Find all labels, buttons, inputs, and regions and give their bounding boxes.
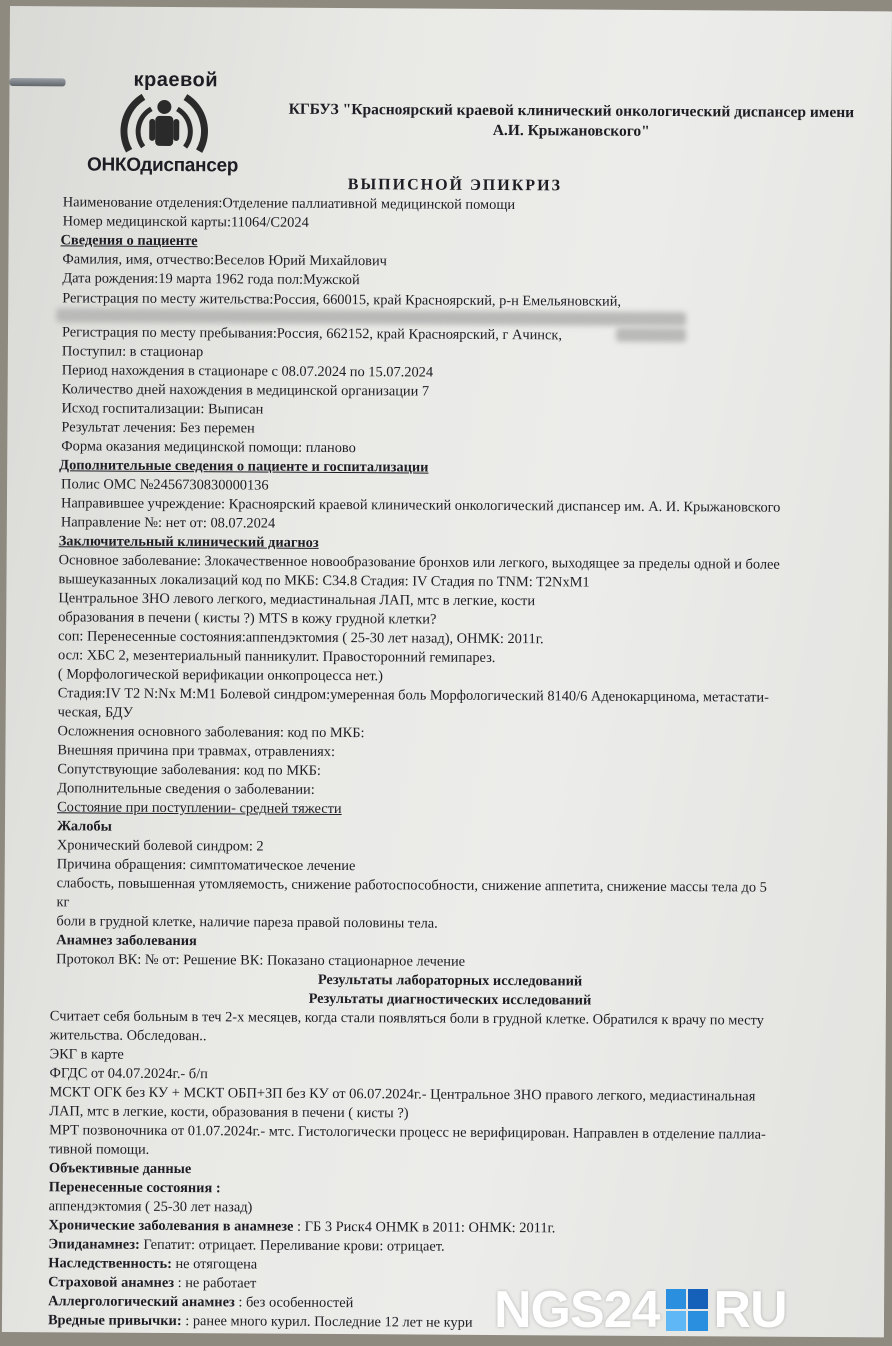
outcome-line: Исход госпитализации: Выписан: [61, 400, 264, 418]
document-title: ВЫПИСНОЙ ЭПИКРИЗ: [347, 176, 563, 195]
mri-line-2: тивной помощи.: [48, 1141, 150, 1158]
diagnosis-heading: Заключительный клинический диагноз: [58, 533, 319, 551]
complications-line: осл: ХБС 2, мезентериальный панникулит. Правосторонний гемипарез.: [57, 647, 496, 666]
logo-top-text: краевой: [133, 68, 219, 92]
symptoms-line-3: боли в грудной клетке, наличие пареза правой половины тела.: [56, 913, 438, 932]
objective-data-heading: Объективные данные: [48, 1160, 192, 1178]
referring-institution-line: Направившее учреждение: Красноярский краевой клинический онкологический диспансер им. А. И. Крыжановского: [60, 495, 781, 516]
ct-line-2: ЛАП, мтс в легкие, кости, образования в печени ( кисты ?): [49, 1103, 409, 1122]
redacted-area: [616, 328, 686, 342]
allergy-line: [48, 1293, 353, 1312]
external-cause-line: Внешняя причина при травмах, отравлениях:: [57, 742, 336, 760]
past-conditions-heading: Перенесенные состояния :: [48, 1179, 221, 1197]
paper-clip: [10, 78, 66, 86]
history-line-2: жительства. Обследован..: [49, 1027, 207, 1045]
logo-emblem-icon: [109, 91, 219, 160]
diagnosis-line-2: вышеуказанных локализаций код по МКБ: С34.8 Стадия: IV Стадия по TNM: T2NxM1: [58, 571, 590, 591]
birth-date-line: Дата рождения:19 марта 1962 года пол:Мужской: [62, 270, 360, 289]
treatment-result-line: Результат лечения: Без перемен: [61, 419, 255, 437]
heredity-value: не отягощена: [175, 1256, 258, 1273]
referral-line: Направление №: нет от: 08.07.2024: [60, 514, 276, 532]
mri-line-1: МРТ позвоночника от 01.07.2024г.- мтс. Гистологически процесс не верифицирован. Направлен в отделение паллиа-: [49, 1122, 766, 1143]
chronic-diseases-label: Хронические заболевания в анамнезе: [48, 1217, 294, 1235]
reason-line: Причина обращения: симптоматическое лечение: [56, 856, 356, 875]
days-count-line: Количество дней нахождения в медицинской организации 7: [61, 381, 430, 400]
habits-value: : ранее много курил. Последние 12 лет не кури: [185, 1313, 473, 1331]
chronic-diseases-line: [48, 1217, 555, 1237]
ngs24-watermark: [494, 1280, 787, 1340]
epid-anamnesis-label: Эпиданамнез:: [48, 1236, 140, 1253]
insurance-anamnesis-value: : не работает: [177, 1275, 257, 1292]
history-line-1: Считает себя больным в теч 2-х месяцев, когда стали появляться боли в грудной клетке. Обратился к врачу по месту: [49, 1008, 764, 1029]
diagnosis-line-3: Центральное ЗНО левого легкого, медиастинальная ЛАП, мтс в легкие, кости: [58, 590, 536, 610]
fgds-line: ФГДС от 04.07.2024г.- б/п: [49, 1065, 208, 1083]
admission-state-line: Состояние при поступлении- средней тяжести: [57, 799, 342, 818]
watermark-right-text: RU: [713, 1281, 787, 1339]
past-conditions-line: аппендэктомия ( 25-30 лет назад): [48, 1198, 253, 1216]
habits-label: Вредные привычки:: [47, 1312, 182, 1330]
insurance-anamnesis-line: [48, 1274, 256, 1292]
admitted-line: Поступил: в стационар: [61, 343, 204, 361]
additional-info-heading: Дополнительные сведения о пациенте и госпитализации: [59, 457, 429, 476]
main-complications-line: Осложнения основного заболевания: код по МКБ:: [57, 723, 365, 742]
habits-line: [48, 1312, 473, 1332]
patient-info-heading: Сведения о пациенте: [60, 232, 198, 250]
stay-registration-line: Регистрация по месту пребывания:Россия, 662152, край Красноярский, г Ачинск,: [61, 324, 563, 344]
watermark-squares-icon: [666, 1289, 708, 1331]
allergy-label: Аллергологический анамнез: [48, 1293, 235, 1311]
logo-bottom-text: ОНКОдиспансер: [86, 154, 239, 177]
heredity-line: [48, 1255, 257, 1273]
lab-results-heading: Результаты лабораторных исследований: [317, 971, 583, 990]
comorbid-line: соп: Перенесенные состояния:аппендэктомия ( 25-30 лет назад), ОНМК: 2011г.: [58, 628, 544, 648]
verification-line: ( Морфологической верификации онкопроцесса нет.): [57, 666, 384, 685]
epid-anamnesis-value: Гепатит: отрицает. Переливание крови: отрицает.: [143, 1236, 445, 1255]
heredity-label: Наследственность:: [48, 1255, 172, 1273]
stay-period-line: Период нахождения в стационаре с 08.07.2024 по 15.07.2024: [61, 362, 434, 381]
anamnesis-heading: Анамнез заболевания: [56, 932, 197, 950]
symptoms-line-2: кг: [56, 894, 70, 911]
concomitant-line: Сопутствующие заболевания: код по МКБ:: [57, 761, 321, 779]
additional-disease-line: Дополнительные сведения о заболевании:: [57, 780, 315, 798]
ecg-line: ЭКГ в карте: [49, 1046, 124, 1063]
care-form-line: Форма оказания медицинской помощи: планово: [61, 438, 356, 457]
organization-name: КГБУЗ "Красноярский краевой клинический онкологический диспансер имени А.И. Крыжановского": [288, 100, 855, 140]
stage-line: Стадия:IV Т2 N:Nx M:M1 Болевой синдром:умеренная боль Морфологический 8140/6 Аденокарцинома, метастати-: [57, 685, 769, 706]
stage-line-cont: ческая, БДУ: [57, 704, 133, 721]
insurance-anamnesis-label: Страховой анамнез: [48, 1274, 175, 1292]
diagnostic-results-heading: Результаты диагностических исследований: [308, 990, 592, 1009]
ct-line-1: МСКТ ОГК без КУ + МСКТ ОБП+ЗП без КУ от 06.07.2024г.- Центральное ЗНО правого легкого, медиастинальная: [49, 1084, 756, 1105]
department-line: Наименование отделения:Отделение паллиативной медицинской помощи: [62, 194, 516, 214]
full-name-line: Фамилия, имя, отчество:Веселов Юрий Михайлович: [62, 251, 387, 270]
symptoms-line-1: слабость, повышенная утомляемость, снижение работоспособности, снижение аппетита, снижение массы тела до 5: [56, 875, 767, 896]
insurance-line: Полис ОМС №2456730830000136: [61, 476, 269, 494]
diagnosis-line-4: образования в печени ( кисты ?) MTS в кожу грудной клетки?: [58, 609, 437, 628]
med-card-line: Номер медицинской карты:11064/С2024: [62, 213, 309, 231]
chronic-diseases-value: : ГБ 3 Риск4 ОНМК в 2011: ОНМК: 2011г.: [297, 1218, 556, 1237]
residence-line: Регистрация по месту жительства:Россия, 660015, край Красноярский, р-н Емельяновский,: [62, 290, 622, 310]
pain-syndrome-line: Хронический болевой синдром: 2: [56, 837, 264, 855]
allergy-value: : без особенностей: [238, 1294, 354, 1312]
document-page: [2, 6, 892, 1337]
complaints-heading: Жалобы: [56, 818, 112, 835]
oncology-logo: [87, 68, 258, 181]
protocol-line: Протокол ВК: № от: Решение ВК: Показано стационарное лечение: [56, 951, 466, 970]
diagnosis-line-1: Основное заболевание: Злокачественное новообразование бронхов или легкого, выходящее за пределы одной и более: [58, 552, 780, 573]
redacted-area: [56, 308, 686, 326]
epid-anamnesis-line: [48, 1236, 444, 1255]
watermark-left-text: NGS24: [494, 1281, 660, 1339]
